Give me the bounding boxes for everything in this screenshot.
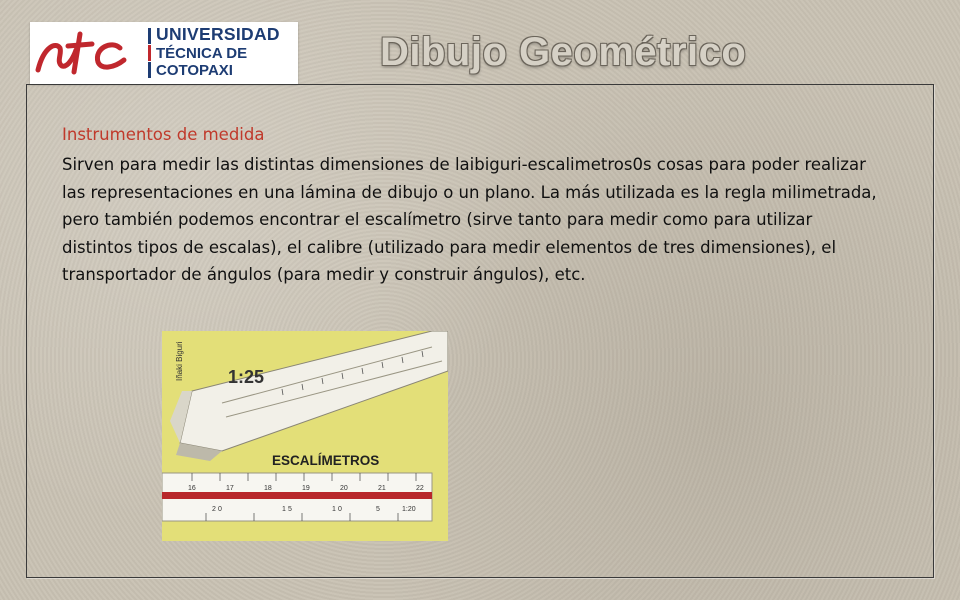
ruler-number: 22 bbox=[416, 485, 424, 492]
logo-text bbox=[156, 26, 280, 78]
scale-ruler-illustration bbox=[162, 331, 448, 541]
body-paragraph: Sirven para medir las distintas dimensiones de laibiguri-escalimetros0s cosas para poder realizar las representaciones en una lámina de dibujo o un plano. La más utilizada es la regla milimetrada, pero también podemos encontrar el escalímetro (sirve tanto para medir como para utilizar distintos tipos de escalas), el calibre (utilizado para medir elementos de tres dimensiones), el transportador de ángulos (para medir y construir ángulos), etc. bbox=[62, 155, 877, 284]
escalimetros-image bbox=[162, 331, 448, 541]
bottom-number: 2 bbox=[212, 506, 216, 513]
utc-monogram bbox=[34, 26, 142, 82]
ruler-number: 21 bbox=[378, 485, 386, 492]
university-logo bbox=[30, 22, 298, 84]
page-title: Dibujo Geométrico bbox=[380, 30, 747, 74]
bottom-number: 1 bbox=[282, 506, 286, 513]
logo-separator bbox=[148, 28, 151, 78]
bottom-number: 5 bbox=[376, 506, 380, 513]
image-caption: ESCALÍMETROS bbox=[272, 453, 380, 468]
bottom-number: 5 bbox=[288, 506, 292, 513]
ruler-number: 17 bbox=[226, 485, 234, 492]
small-scale-label: 1:20 bbox=[402, 506, 416, 513]
ruler-number: 20 bbox=[340, 485, 348, 492]
bottom-number: 0 bbox=[338, 506, 342, 513]
logo-line-2: TÉCNICA DE bbox=[156, 44, 248, 62]
scale-ratio-label: 1:25 bbox=[228, 367, 265, 387]
ruler-number: 18 bbox=[264, 485, 272, 492]
section-heading: Instrumentos de medida bbox=[62, 125, 265, 144]
photo-credit: Iñaki Biguri bbox=[175, 341, 184, 381]
ruler-number: 16 bbox=[188, 485, 196, 492]
bottom-number: 1 bbox=[332, 506, 336, 513]
logo-line-1: UNIVERSIDAD bbox=[156, 24, 280, 44]
bottom-number: 0 bbox=[218, 506, 222, 513]
ruler-number: 19 bbox=[302, 485, 310, 492]
logo-line-3: COTOPAXI bbox=[156, 61, 233, 79]
